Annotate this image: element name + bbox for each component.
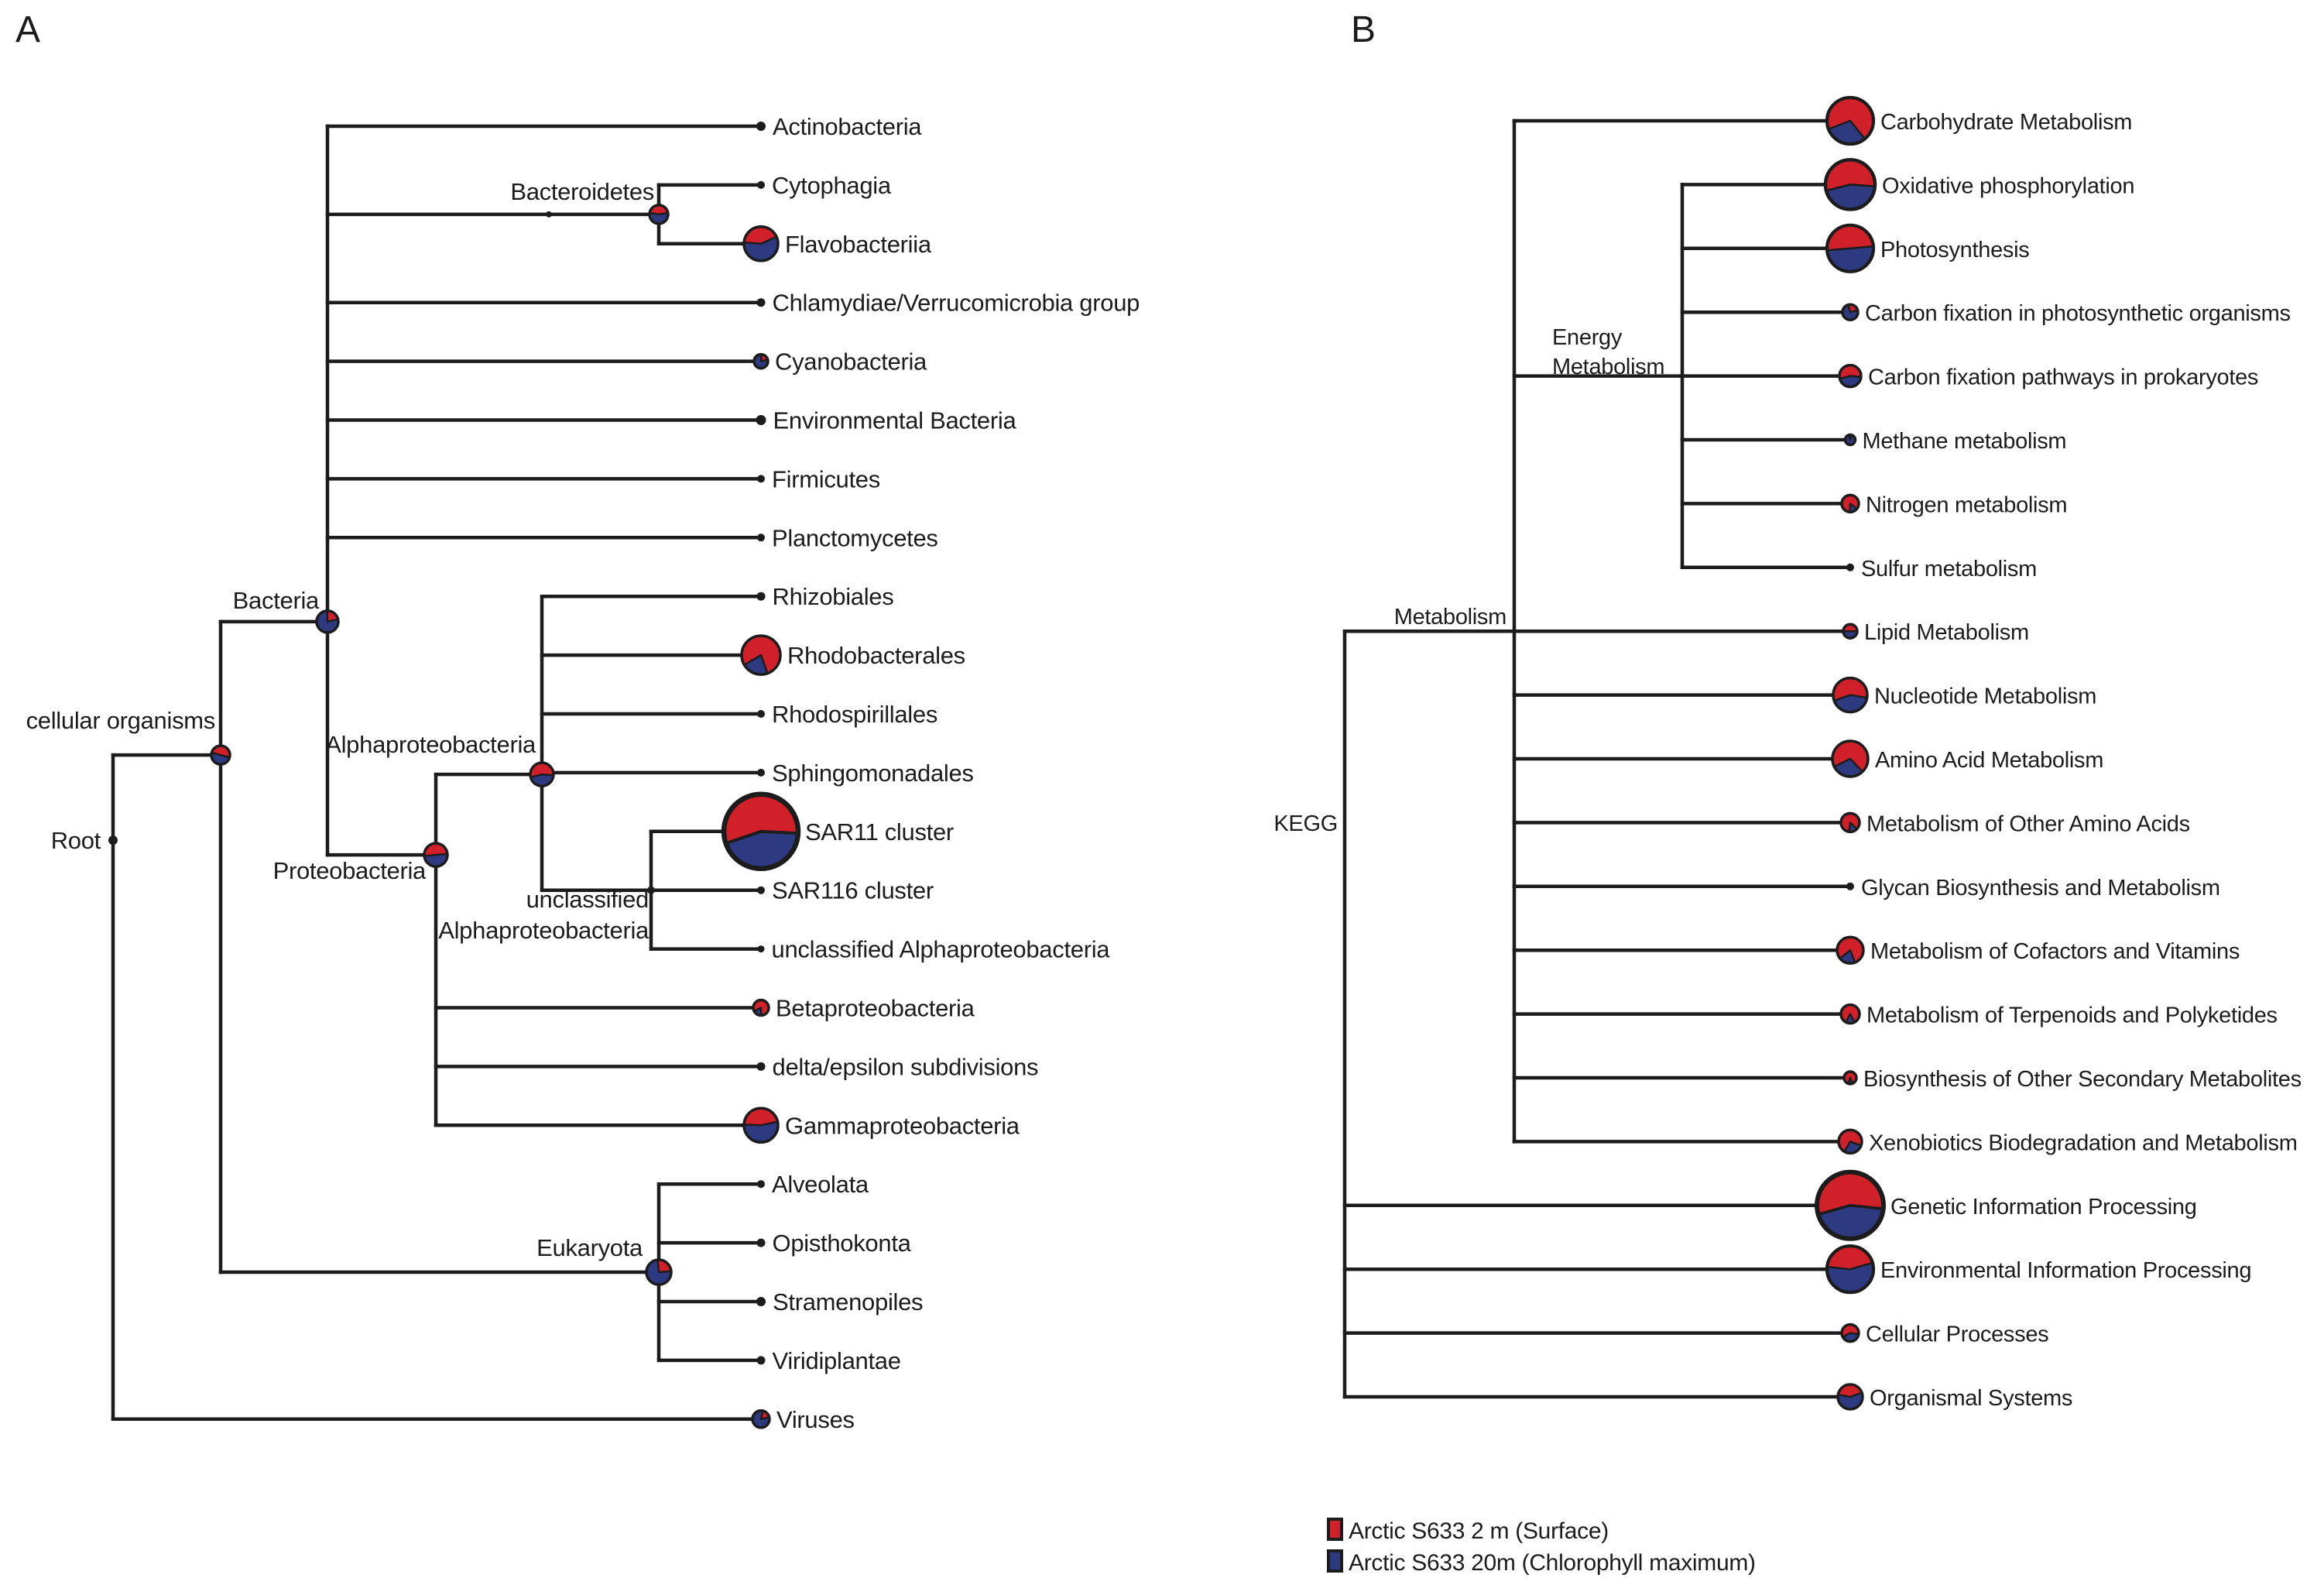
leaf-label-viridiplantae: Viridiplantae: [772, 1346, 901, 1374]
glycan-biosynthesis-and-metabolism-dot-icon: [1846, 883, 1854, 890]
leaf-label-metabolism-of-terpenoids-and-polyketides: Metabolism of Terpenoids and Polyketides: [1866, 1003, 2278, 1028]
node-label-unclassified-alphaproteobacteria-clade-line1: unclassified: [526, 886, 649, 913]
leaf-label-carbon-fixation-pathways-prokaryotes: Carbon fixation pathways in prokaryotes: [1868, 365, 2259, 390]
legend-label-surface-sample: Arctic S633 2 m (Surface): [1349, 1518, 1609, 1544]
node-label-energy-metabolism-line2: Metabolism: [1552, 355, 1665, 379]
node-label-proteobacteria: Proteobacteria: [273, 857, 426, 884]
leaf-label-rhodobacterales: Rhodobacterales: [787, 642, 965, 670]
stramenopiles-dot-icon: [756, 1297, 766, 1306]
leaf-label-cytophagia: Cytophagia: [772, 171, 891, 199]
metabolism-of-other-amino-acids-pie-icon: [1841, 813, 1860, 832]
actinobacteria-dot-icon: [756, 122, 766, 131]
cellular-organisms-pie-icon: [211, 746, 230, 764]
legend-swatch-chlorophyll-max-sample-icon: [1328, 1551, 1342, 1571]
node-label-bacteria: Bacteria: [232, 587, 319, 614]
leaf-label-environmental-bacteria: Environmental Bacteria: [773, 407, 1016, 434]
lipid-metabolism-pie-icon: [1843, 624, 1857, 638]
leaf-label-opisthokonta: Opisthokonta: [772, 1230, 911, 1257]
bacteroidetes-branch-dot-icon: [546, 211, 552, 218]
leaf-label-lipid-metabolism: Lipid Metabolism: [1864, 620, 2029, 646]
leaf-label-genetic-information-processing: Genetic Information Processing: [1890, 1194, 2197, 1220]
node-label-cellular-organisms: cellular organisms: [26, 707, 215, 734]
amino-acid-metabolism-pie-icon: [1832, 741, 1868, 777]
methane-metabolism-pie-icon: [1846, 435, 1856, 445]
proteobacteria-pie-icon: [424, 843, 447, 866]
leaf-label-actinobacteria: Actinobacteria: [773, 113, 922, 140]
carbon-fixation-photosynthetic-organisms-pie-icon: [1842, 304, 1858, 320]
eukaryota-pie-icon: [646, 1260, 671, 1285]
legend-label-chlorophyll-max-sample: Arctic S633 20m (Chlorophyll maximum): [1349, 1550, 1756, 1576]
bacteroidetes-pie-icon: [650, 205, 668, 224]
planctomycetes-dot-icon: [757, 533, 765, 541]
environmental-information-processing-pie-icon: [1827, 1246, 1873, 1292]
gammaproteobacteria-pie-icon: [744, 1108, 778, 1142]
leaf-label-betaproteobacteria: Betaproteobacteria: [776, 994, 975, 1022]
leaf-label-viruses: Viruses: [776, 1405, 855, 1433]
xenobiotics-biodegradation-and-metabolism-pie-icon: [1839, 1130, 1862, 1153]
leaf-label-planctomycetes: Planctomycetes: [772, 524, 938, 552]
genetic-information-processing-pie-icon: [1817, 1172, 1884, 1239]
node-label-alphaproteobacteria: Alphaproteobacteria: [325, 731, 536, 758]
legend-swatch-surface-sample-icon: [1328, 1519, 1342, 1539]
leaf-label-biosynthesis-of-other-secondary-metabolites: Biosynthesis of Other Secondary Metabolites: [1863, 1067, 2302, 1092]
leaf-label-methane-metabolism: Methane metabolism: [1862, 429, 2067, 454]
leaf-label-rhodospirillales: Rhodospirillales: [772, 701, 938, 728]
photosynthesis-pie-icon: [1827, 225, 1873, 272]
viridiplantae-dot-icon: [757, 1356, 766, 1364]
leaf-label-stramenopiles: Stramenopiles: [773, 1288, 924, 1316]
panel-a-letter: A: [15, 9, 40, 50]
legend-item-chlorophyll-max-sample: [1328, 1550, 1756, 1576]
leaf-label-oxidative-phosphorylation: Oxidative phosphorylation: [1882, 173, 2135, 199]
node-label-eukaryota: Eukaryota: [536, 1234, 643, 1261]
metabolism-of-cofactors-and-vitamins-pie-icon: [1837, 937, 1863, 963]
legend-item-surface-sample: [1328, 1518, 1609, 1544]
leaf-label-xenobiotics-biodegradation-and-metabolism: Xenobiotics Biodegradation and Metabolism: [1869, 1130, 2298, 1156]
leaf-label-organismal-systems: Organismal Systems: [1870, 1386, 2073, 1411]
metabolism-of-terpenoids-and-polyketides-pie-icon: [1841, 1005, 1860, 1024]
betaproteobacteria-pie-icon: [753, 1000, 769, 1016]
viruses-pie-icon: [752, 1411, 770, 1428]
node-label-metabolism: Metabolism: [1393, 605, 1506, 629]
leaf-label-cyanobacteria: Cyanobacteria: [775, 348, 927, 376]
organismal-systems-pie-icon: [1838, 1384, 1863, 1409]
flavobacteriia-pie-icon: [744, 227, 778, 261]
cytophagia-dot-icon: [757, 181, 765, 189]
leaf-label-sar11-cluster: SAR11 cluster: [805, 818, 954, 846]
node-label-bacteroidetes: Bacteroidetes: [510, 178, 654, 205]
sphingomonadales-dot-icon: [757, 769, 765, 777]
alveolata-dot-icon: [757, 1180, 765, 1188]
leaf-label-chlamydiae-verrucomicrobia-group: Chlamydiae/Verrucomicrobia group: [772, 289, 1140, 317]
nucleotide-metabolism-pie-icon: [1833, 678, 1867, 712]
oxidative-phosphorylation-pie-icon: [1825, 160, 1875, 209]
node-label-kegg: KEGG: [1273, 811, 1338, 836]
leaf-label-nucleotide-metabolism: Nucleotide Metabolism: [1874, 684, 2097, 709]
sar116-cluster-dot-icon: [757, 887, 765, 894]
leaf-label-rhizobiales: Rhizobiales: [772, 583, 894, 611]
leaf-label-metabolism-of-other-amino-acids: Metabolism of Other Amino Acids: [1866, 811, 2190, 837]
leaf-label-glycan-biosynthesis-and-metabolism: Glycan Biosynthesis and Metabolism: [1861, 875, 2220, 900]
firmicutes-dot-icon: [757, 475, 765, 482]
unclassified-alphaproteobacteria-dot-icon: [758, 945, 765, 952]
sulfur-metabolism-dot-icon: [1846, 564, 1854, 571]
leaf-label-amino-acid-metabolism: Amino Acid Metabolism: [1875, 748, 2104, 773]
delta-epsilon-subdivisions-dot-icon: [757, 1062, 766, 1071]
node-label-root: Root: [50, 827, 101, 854]
cyanobacteria-pie-icon: [754, 355, 768, 369]
leaf-label-carbon-fixation-photosynthetic-organisms: Carbon fixation in photosynthetic organisms: [1865, 301, 2291, 327]
leaf-label-carbohydrate-metabolism: Carbohydrate Metabolism: [1880, 110, 2133, 135]
bacteria-pie-icon: [317, 611, 338, 633]
panel-b-letter: B: [1351, 9, 1376, 50]
environmental-bacteria-dot-icon: [756, 415, 766, 425]
rhodobacterales-pie-icon: [742, 636, 780, 674]
leaf-label-sphingomonadales: Sphingomonadales: [772, 759, 974, 787]
leaf-label-environmental-information-processing: Environmental Information Processing: [1880, 1258, 2252, 1284]
leaf-label-cellular-processes: Cellular Processes: [1866, 1322, 2049, 1347]
leaf-label-nitrogen-metabolism: Nitrogen metabolism: [1866, 492, 2068, 518]
node-label-unclassified-alphaproteobacteria-clade-line2: Alphaproteobacteria: [438, 917, 649, 944]
leaf-label-firmicutes: Firmicutes: [772, 465, 880, 493]
rhizobiales-dot-icon: [757, 592, 766, 601]
nitrogen-metabolism-pie-icon: [1842, 495, 1859, 512]
opisthokonta-dot-icon: [757, 1239, 766, 1247]
alphaproteobacteria-pie-icon: [530, 763, 554, 786]
leaf-label-flavobacteriia: Flavobacteriia: [785, 230, 931, 258]
leaf-label-photosynthesis: Photosynthesis: [1880, 237, 2030, 262]
leaf-label-delta-epsilon-subdivisions: delta/epsilon subdivisions: [772, 1053, 1039, 1081]
carbon-fixation-pathways-prokaryotes-pie-icon: [1839, 365, 1861, 387]
leaf-label-unclassified-alphaproteobacteria: unclassified Alphaproteobacteria: [771, 935, 1110, 963]
leaf-label-sulfur-metabolism: Sulfur metabolism: [1861, 556, 2037, 581]
leaf-label-sar116-cluster: SAR116 cluster: [772, 876, 934, 904]
sar11-cluster-pie-icon: [724, 794, 798, 869]
rhodospirillales-dot-icon: [757, 710, 765, 718]
biosynthesis-of-other-secondary-metabolites-pie-icon: [1844, 1072, 1856, 1084]
node-label-energy-metabolism-line1: Energy: [1552, 325, 1623, 350]
cellular-processes-pie-icon: [1842, 1325, 1859, 1342]
chlamydiae-verrucomicrobia-group-dot-icon: [757, 298, 766, 307]
root-dot-icon: [108, 835, 118, 845]
leaf-label-metabolism-of-cofactors-and-vitamins: Metabolism of Cofactors and Vitamins: [1870, 939, 2240, 965]
leaf-label-gammaproteobacteria: Gammaproteobacteria: [785, 1112, 1020, 1140]
leaf-label-alveolata: Alveolata: [772, 1171, 869, 1199]
carbohydrate-metabolism-pie-icon: [1827, 98, 1873, 144]
